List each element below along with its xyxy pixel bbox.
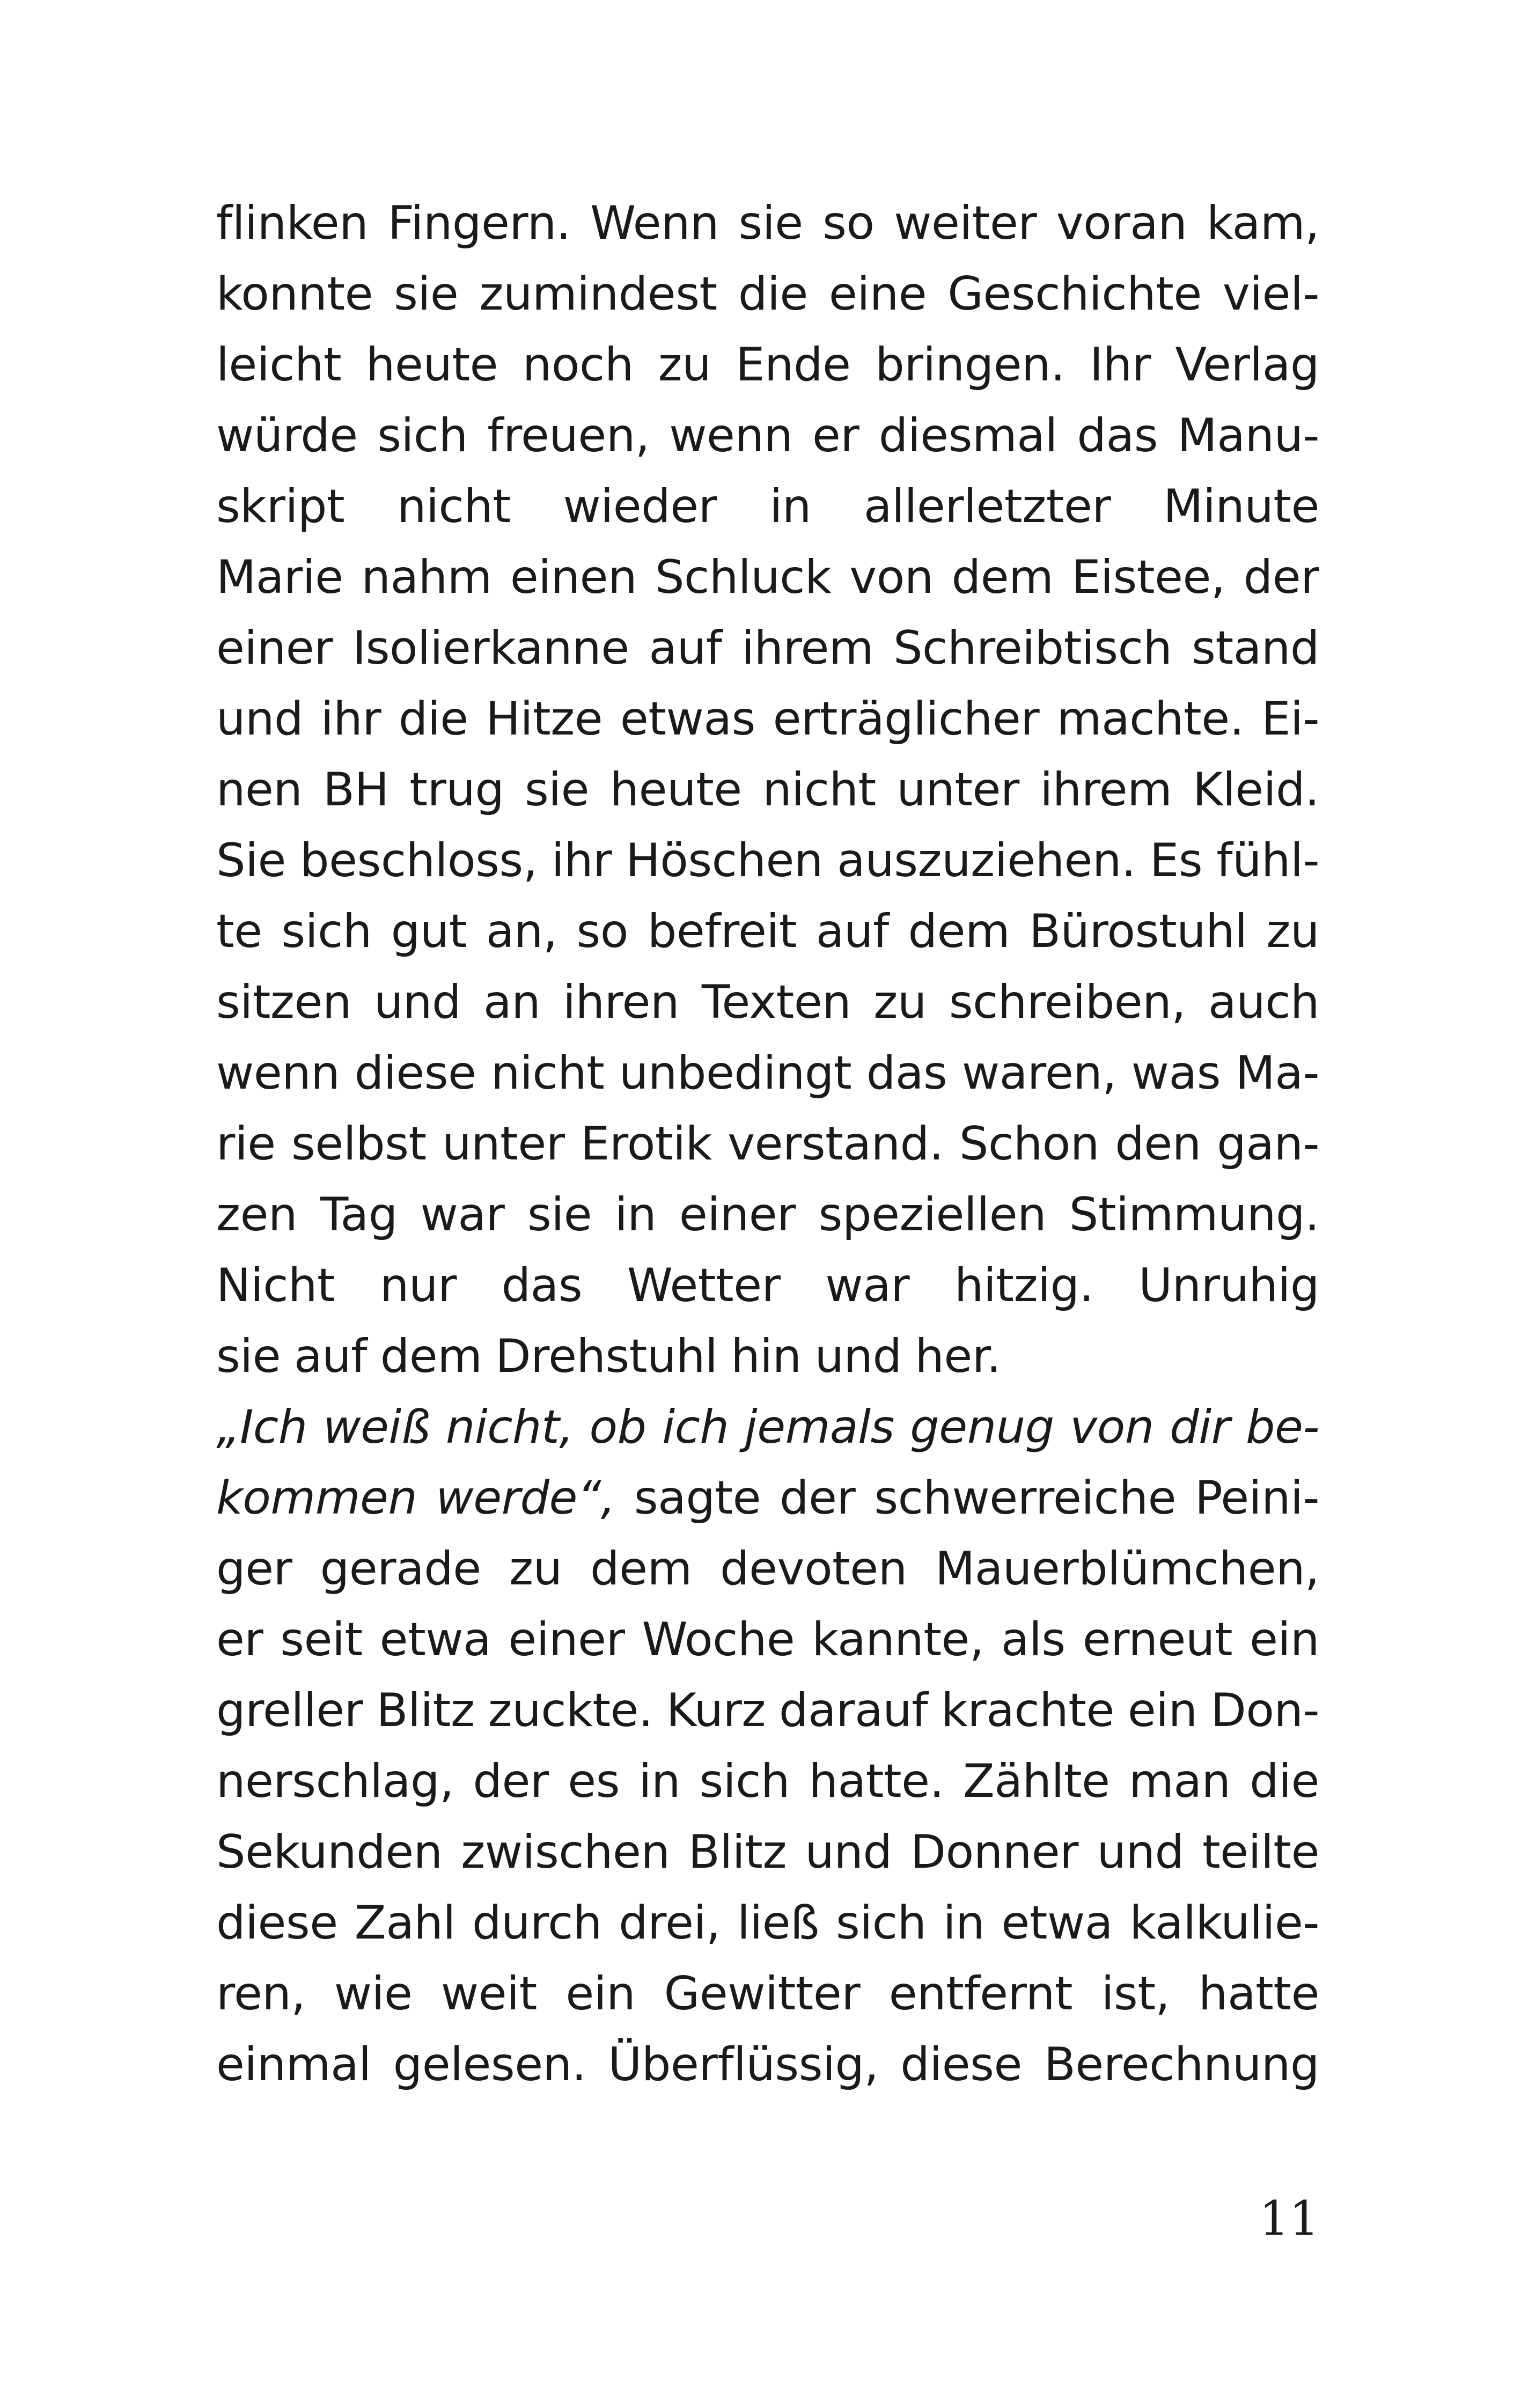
- text-line: sie auf dem Drehstuhl hin und her.: [216, 1330, 1001, 1383]
- text-line: Marie nahm einen Schluck von dem Eistee, der: [216, 550, 1319, 604]
- text-line: konnte sie zumindest die eine Geschichte viel-: [216, 267, 1319, 321]
- text-line: ger gerade zu dem devoten Mauerblümchen,: [216, 1542, 1319, 1596]
- text-line: würde sich freuen, wenn er diesmal das Manu-: [216, 409, 1319, 462]
- body-text: [216, 188, 1319, 2100]
- text-line: diese Zahl durch drei, ließ sich in etwa kalkulie-: [216, 1896, 1319, 1950]
- text-line: sitzen und an ihren Texten zu schreiben, auch: [216, 975, 1319, 1029]
- text-line: nen BH trug sie heute nicht unter ihrem Kleid.: [216, 763, 1319, 817]
- text-line: nerschlag, der es in sich hatte. Zählte man die: [216, 1754, 1319, 1808]
- text-line-rest: sagte der schwerreiche Peini-: [615, 1471, 1319, 1525]
- text-line: und ihr die Hitze etwas erträglicher machte. Ei-: [216, 692, 1319, 746]
- text-line: ren, wie weit ein Gewitter entfernt ist, hatte: [216, 1967, 1319, 2021]
- text-line-italic: „Ich weiß nicht, ob ich jemals genug von dir be-: [216, 1400, 1319, 1454]
- text-line: greller Blitz zuckte. Kurz darauf krachte ein Don-: [216, 1684, 1319, 1737]
- text-line: leicht heute noch zu Ende bringen. Ihr Verlag: [216, 338, 1319, 392]
- text-line: einer Isolierkanne auf ihrem Schreibtisch stand: [216, 621, 1319, 675]
- text-line: Nicht nur das Wetter war hitzig. Unruhig: [216, 1259, 1319, 1312]
- page-number: 11: [1259, 2191, 1319, 2246]
- text-line-mixed: [216, 1463, 1319, 1533]
- italic-quote-end: kommen werde“,: [216, 1471, 615, 1525]
- text-line: Sie beschloss, ihr Höschen auszuziehen. Es fühl-: [216, 834, 1319, 887]
- text-line: flinken Fingern. Wenn sie so weiter voran kam,: [216, 196, 1319, 250]
- text-line: skript nicht wieder in allerletzter Minute: [216, 480, 1319, 533]
- text-line: te sich gut an, so befreit auf dem Bürostuhl zu: [216, 905, 1319, 958]
- text-line: rie selbst unter Erotik verstand. Schon den gan-: [216, 1117, 1319, 1171]
- text-line: einmal gelesen. Überflüssig, diese Berechnung: [216, 2038, 1319, 2091]
- text-line: zen Tag war sie in einer speziellen Stimmung.: [216, 1188, 1319, 1242]
- text-line: er seit etwa einer Woche kannte, als erneut ein: [216, 1613, 1319, 1666]
- text-line: wenn diese nicht unbedingt das waren, was Ma-: [216, 1046, 1319, 1100]
- text-line: Sekunden zwischen Blitz und Donner und teilte: [216, 1825, 1319, 1879]
